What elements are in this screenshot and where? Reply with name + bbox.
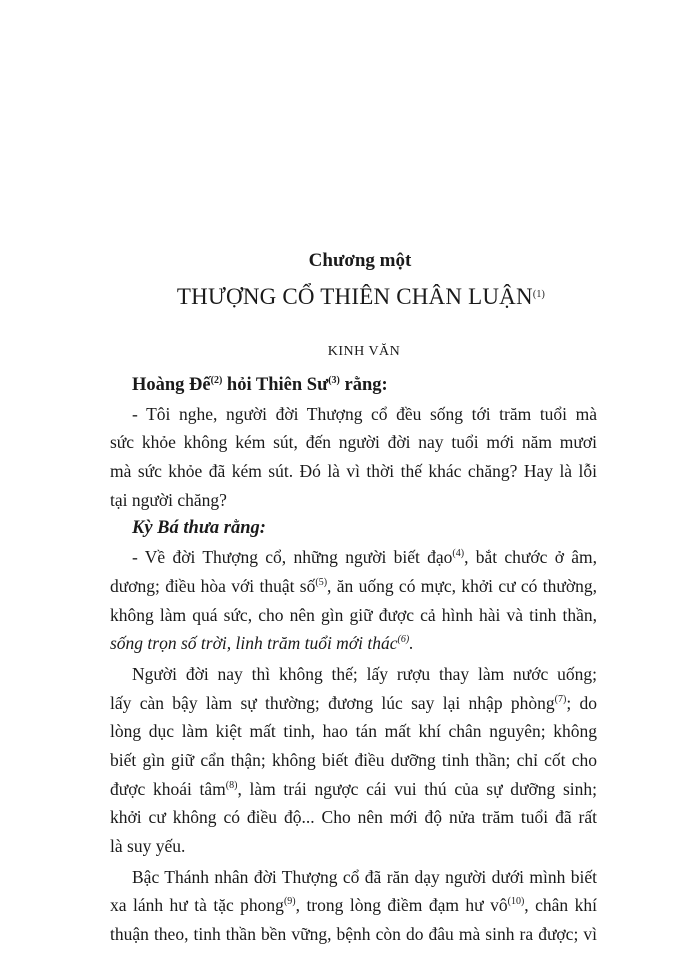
text-segment: rằng:: [339, 375, 388, 395]
text-segment: Kỳ Bá thưa rằng:: [132, 518, 266, 539]
footnote-ref: (7): [554, 693, 567, 705]
text-segment: Người đời nay thì không thế; lấy rượu thay làm nước uống;: [132, 663, 597, 684]
section-heading: KINH VĂN: [327, 344, 401, 359]
footnote-ref: (10): [507, 896, 525, 908]
text-segment: được khoái tâm: [110, 778, 226, 799]
text-segment: lòng dục làm kiệt mất tinh, hao tán mất khí chân nguyên; không: [110, 721, 597, 742]
text-line: [110, 863, 597, 892]
text-line: [110, 746, 597, 775]
text-segment: tại người chăng?: [110, 489, 227, 510]
text-segment: , ăn uống có mực, khởi cư có thường,: [327, 575, 597, 596]
chapter-title-text: THƯỢNG CỔ THIÊN CHÂN LUẬN: [176, 284, 533, 309]
text-segment: sống trọn số trời, linh trăm tuổi mới thác: [110, 633, 398, 654]
text-line: [110, 428, 597, 457]
footnote-ref: (3): [328, 375, 340, 386]
text-line: [110, 775, 597, 804]
footnote-ref: (5): [315, 576, 328, 588]
text-line: [110, 543, 597, 572]
text-line: [110, 601, 597, 630]
text-segment: - Tôi nghe, người đời Thượng cổ đều sống tới trăm tuổi mà: [132, 403, 597, 424]
text-segment: thuận theo, tinh thần bền vững, bệnh còn do đâu mà sinh ra được; vì: [110, 924, 597, 945]
text-segment: Hoàng Đế: [132, 375, 211, 395]
text-line: [110, 717, 597, 746]
text-segment: xa lánh hư tà tặc phong: [110, 895, 284, 916]
text-segment: là suy yếu.: [110, 836, 186, 856]
footnote-ref: (2): [210, 375, 223, 386]
footnote-ref: (8): [225, 779, 238, 791]
text-line: [110, 891, 597, 920]
text-segment: dương; điều hòa với thuật số: [110, 575, 316, 596]
text-segment: ; do: [566, 692, 597, 713]
text-segment: .: [409, 633, 414, 654]
text-line: [110, 457, 597, 486]
text-line: [110, 803, 597, 832]
text-line: [110, 400, 597, 429]
text-segment: biết gìn giữ cẩn thận; không biết điều dưỡng tinh thần; chỉ cốt cho: [110, 749, 597, 770]
text-segment: không làm quá sức, cho nên gìn giữ được cả hình hài và tinh thần,: [110, 604, 597, 625]
text-segment: - Về đời Thượng cổ, những người biết đạo: [132, 547, 453, 568]
text-line: [110, 371, 597, 400]
text-line: [110, 486, 597, 515]
chapter-label: Chương một: [308, 250, 412, 271]
text-line: [110, 660, 597, 689]
text-segment: , bắt chước ở âm,: [464, 547, 597, 568]
footnote-ref: (1): [532, 289, 546, 300]
text-segment: lấy càn bậy làm sự thường; đương lúc say lại nhập phòng: [110, 692, 555, 713]
text-segment: hỏi Thiên Sư: [222, 375, 329, 395]
text-line: [110, 514, 597, 543]
chapter-title: [0, 284, 700, 310]
footnote-ref: (4): [452, 548, 465, 560]
footnote-ref: (9): [283, 896, 296, 908]
text-segment: , trong lòng điềm đạm hư vô: [295, 895, 508, 916]
text-line: [110, 920, 597, 949]
body-text: [110, 371, 597, 949]
text-segment: , chân khí: [524, 895, 597, 916]
text-segment: khởi cư không có điều độ... Cho nên mới độ nửa trăm tuổi đã rất: [110, 807, 597, 828]
text-segment: sức khỏe không kém sút, đến người đời nay tuổi mới năm mươi: [110, 432, 597, 453]
text-segment: Bậc Thánh nhân đời Thượng cổ đã răn dạy người dưới mình biết: [132, 866, 597, 887]
text-segment: mà sức khỏe đã kém sút. Đó là vì thời thế khác chăng? Hay là lỗi: [110, 461, 597, 482]
text-line: [110, 572, 597, 601]
text-line: [110, 689, 597, 718]
text-segment: , làm trái ngược cái vui thú của sự dưỡng sinh;: [237, 778, 597, 799]
text-line: [110, 832, 597, 861]
footnote-ref: (6): [397, 634, 410, 646]
text-line: [110, 629, 597, 658]
